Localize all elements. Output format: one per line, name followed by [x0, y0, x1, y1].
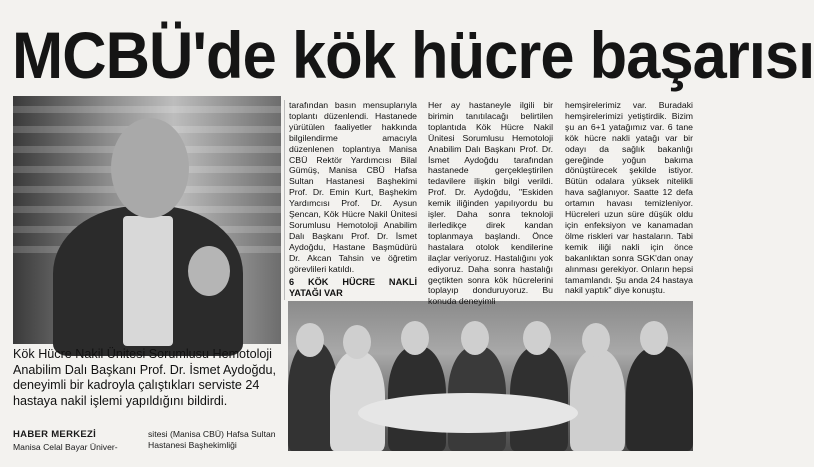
article-column-3: [565, 100, 693, 296]
attendee-head: [296, 323, 324, 357]
column-divider: [284, 100, 285, 300]
subheading: 6 KÖK HÜCRE NAKLİ YATAĞI VAR: [289, 276, 417, 298]
meeting-table: [358, 393, 578, 433]
attendee-head: [343, 325, 371, 359]
attendee-head: [461, 321, 489, 355]
speaker-head: [111, 118, 189, 218]
caption-text: Kök Hücre Nakil Ünitesi Sorumlusu Hemotoloji Anabilim Dalı Başkanı Prof. Dr. İsmet Aydoğdu, deneyimli bir kadroyla çalıştıkları serviste 24 hastaya nakil işlemi yapıldığını bildirdi.: [13, 347, 276, 408]
article-column-2: [428, 100, 553, 307]
photo-caption: [13, 347, 288, 409]
article-paragraph: hemşirelerimiz var. Buradaki hemşirelerimizi yetiştirdik. Bizim şu an 6+1 yatağımız var. 6 tane kök hücre nakli yatağı var bir odayı da sağlık bakanlığı gereğinde yoğun bakıma dönüştürecek şekilde istiyor. Bütün odalara yüksek nitelikli hava sağlanıyor. Saatte 12 defa ortamın havası temizleniyor. Hücreleri uzun süre düşük oldu için enfeksiyon ve kanamadan ölme riskleri var hastaların. Tabi kemik iliği nakli için önce bakanlıktan sonra SGK'dan onay alınması gerekiyor. Onların hepsi tamamlandı. Şu anda 24 hastaya nakil yaptık" diye konuştu.: [565, 100, 693, 296]
article-paragraph: tarafından basın mensuplarıyla toplantı düzenlendi. Hastanede yürütülen faaliyetler hakkında bilgilendirme amacıyla düzenlenen toplantıya Manisa CBÜ Rektör Yardımcısı Bilal Gümüş, Manisa CBÜ Hafsa Sultan Hastanesi Başhekimi Prof. Dr. Emin Kurt, Başhekim Yardımcısı Prof. Dr. Aysun Şencan, Kök Hücre Nakil Ünitesi Sorumlusu Hemotoloji Anabilim Dalı Başkanı Prof. Dr. İsmet Aydoğdu, Hastane Başmüdürü Dr. Akcan Tahsin ve öğretim görevlileri katıldı.: [289, 100, 417, 274]
attendee-head: [640, 321, 668, 355]
window-blind-slat: [13, 106, 281, 113]
portrait-photo: [13, 96, 281, 344]
attendee-head: [582, 323, 610, 357]
article-paragraph: Her ay hastaneyle ilgili bir birimin tanıtılacağı belirtilen toplantıda Kök Hücre Nakil Ünitesi Sorumlusu Hemotoloji Anabilim Dalı Başkanı Prof. Dr. İsmet Aydoğdu tarafından hastanede gerçekleştirilen tedavilere ilişkin bilgi verildi. Prof. Dr. Aydoğdu, "Eskiden kemik iliğinden yapılıyordu bu işler. Daha sonra teknoloji ilerledikçe direk kandan toplanmaya başlandı. Önce hastalara otolok kendilerine ilaçlar veriyoruz. Hastalığını yok ediyoruz. Daha sonra hastalığı geçtikten sonra kök hücrelerini toplayıp donduruyoruz. Bu konuda deneyimli: [428, 100, 553, 307]
byline: HABER MERKEZİ: [13, 429, 97, 440]
speaker-shirt: [123, 216, 173, 346]
speaker-hand: [188, 246, 230, 296]
article-continuation: sitesi (Manisa CBÜ) Hafsa Sultan Hastanesi Başhekimliği: [148, 429, 276, 450]
article-column-1: [289, 100, 417, 300]
article-start: Manisa Celal Bayar Üniver-: [13, 442, 118, 452]
attendee-head: [523, 321, 551, 355]
headline: MCBÜ'de kök hücre başarısı: [12, 18, 814, 92]
meeting-photo: [288, 301, 693, 451]
attendee: [570, 349, 625, 451]
attendee: [626, 346, 693, 451]
attendee-head: [401, 321, 429, 355]
